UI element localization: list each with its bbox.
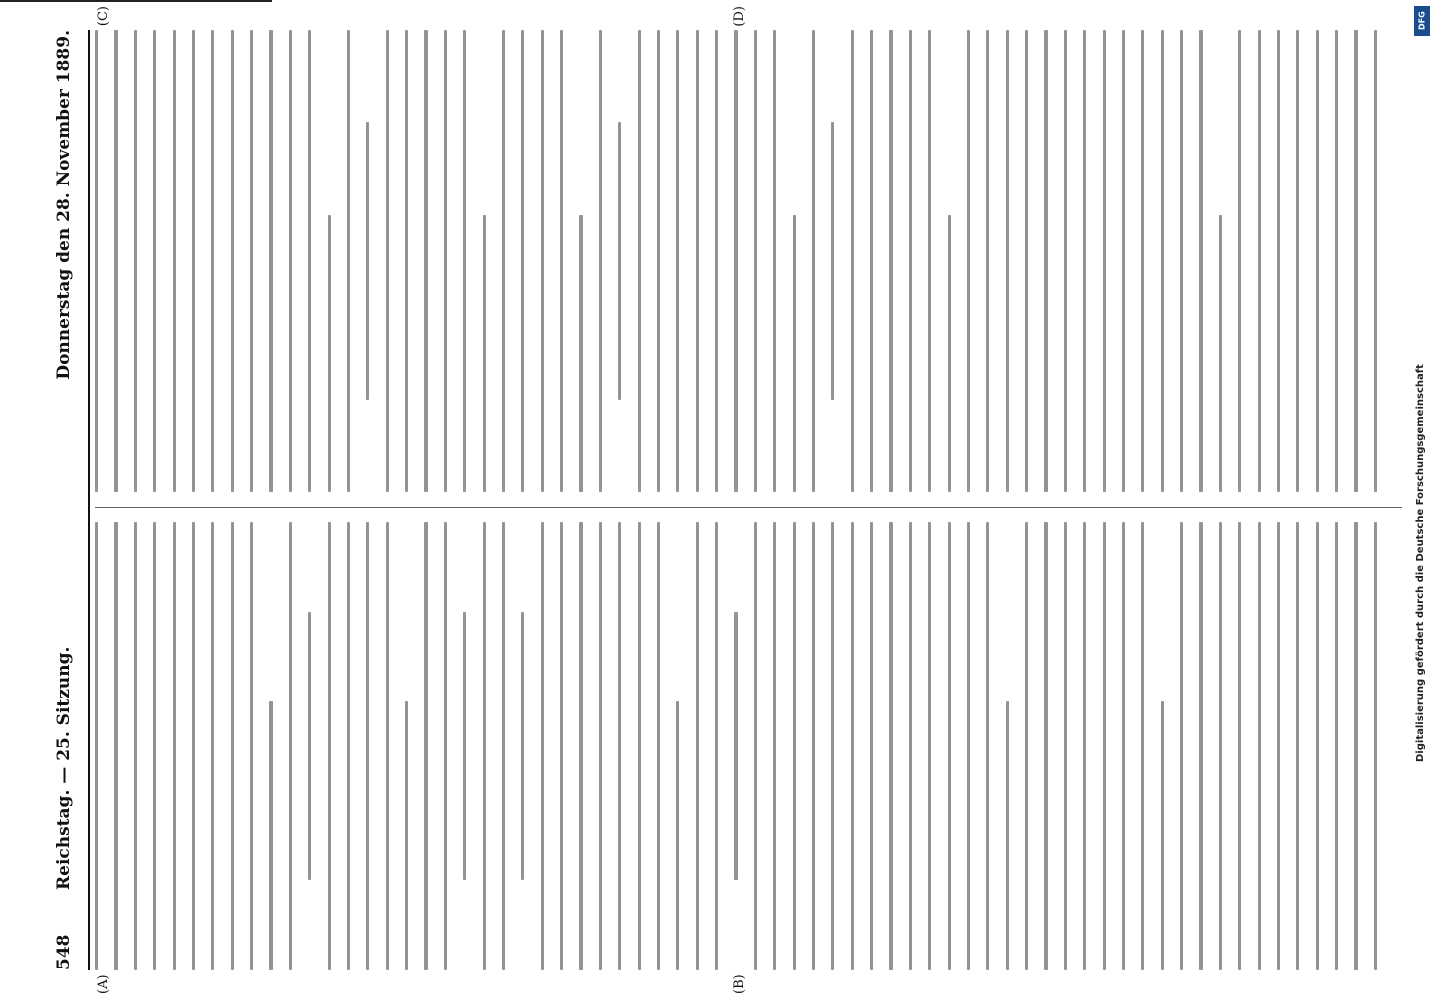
text-line bbox=[95, 30, 98, 492]
text-line bbox=[986, 522, 989, 970]
text-line bbox=[793, 215, 796, 492]
text-line bbox=[696, 522, 699, 970]
text-line bbox=[831, 122, 834, 399]
text-line bbox=[1374, 522, 1377, 970]
text-line bbox=[1141, 30, 1144, 492]
margin-marker-b: (B) bbox=[732, 974, 747, 994]
text-line bbox=[173, 522, 176, 970]
text-line bbox=[831, 522, 834, 970]
text-column-left bbox=[95, 522, 1402, 970]
text-line bbox=[347, 30, 350, 492]
text-line bbox=[948, 215, 951, 492]
text-line bbox=[134, 522, 137, 970]
text-line bbox=[909, 30, 912, 492]
text-line bbox=[153, 522, 156, 970]
text-line bbox=[1122, 30, 1125, 492]
text-line bbox=[928, 30, 931, 492]
dfg-notice: Digitalisierung gefördert durch die Deutsche Forschungsgemeinschaft bbox=[1415, 364, 1426, 762]
session-date: Donnerstag den 28. November 1889. bbox=[54, 30, 74, 380]
text-line bbox=[696, 30, 699, 492]
text-line bbox=[1277, 522, 1280, 970]
text-line bbox=[986, 30, 989, 492]
text-line bbox=[366, 522, 369, 970]
text-line bbox=[579, 215, 582, 492]
margin-marker-d: (D) bbox=[732, 6, 747, 27]
text-line bbox=[1083, 522, 1086, 970]
text-line bbox=[1141, 522, 1144, 970]
text-line bbox=[444, 30, 447, 492]
text-line bbox=[1064, 30, 1067, 492]
text-line bbox=[1044, 30, 1047, 492]
text-line bbox=[870, 522, 873, 970]
margin-marker-c: (C) bbox=[96, 6, 111, 27]
text-line bbox=[521, 30, 524, 492]
text-line bbox=[967, 30, 970, 492]
text-line bbox=[231, 30, 234, 492]
text-line bbox=[734, 612, 737, 881]
text-line bbox=[424, 30, 427, 492]
text-line bbox=[638, 522, 641, 970]
text-column-right bbox=[95, 30, 1402, 492]
text-line bbox=[657, 522, 660, 970]
text-line bbox=[153, 30, 156, 492]
dfg-logo: DFG bbox=[1414, 6, 1430, 36]
text-line bbox=[870, 30, 873, 492]
text-line bbox=[1006, 701, 1009, 970]
text-line bbox=[1354, 30, 1357, 492]
text-line bbox=[1258, 30, 1261, 492]
text-line bbox=[366, 122, 369, 399]
text-line bbox=[211, 522, 214, 970]
text-line bbox=[1258, 522, 1261, 970]
text-line bbox=[211, 30, 214, 492]
text-line bbox=[1199, 30, 1202, 492]
text-line bbox=[1161, 30, 1164, 492]
text-line bbox=[1219, 522, 1222, 970]
text-line bbox=[1064, 522, 1067, 970]
text-line bbox=[1180, 30, 1183, 492]
text-line bbox=[812, 522, 815, 970]
text-line bbox=[715, 522, 718, 970]
text-line bbox=[386, 522, 389, 970]
text-line bbox=[851, 30, 854, 492]
text-line bbox=[502, 30, 505, 492]
text-line bbox=[599, 30, 602, 492]
text-line bbox=[192, 522, 195, 970]
text-line bbox=[424, 522, 427, 970]
text-line bbox=[909, 522, 912, 970]
text-line bbox=[1335, 522, 1338, 970]
text-line bbox=[405, 701, 408, 970]
text-line bbox=[638, 30, 641, 492]
text-line bbox=[773, 30, 776, 492]
page-number: 548 bbox=[54, 934, 74, 970]
text-line bbox=[599, 522, 602, 970]
text-line bbox=[1316, 30, 1319, 492]
text-line bbox=[386, 30, 389, 492]
text-line bbox=[1354, 522, 1357, 970]
text-line bbox=[269, 701, 272, 970]
text-line bbox=[1296, 30, 1299, 492]
text-line bbox=[1335, 30, 1338, 492]
text-line bbox=[734, 30, 737, 492]
text-line bbox=[541, 522, 544, 970]
text-line bbox=[618, 122, 621, 399]
session-title: Reichstag. — 25. Sitzung. bbox=[54, 646, 74, 890]
text-line bbox=[269, 30, 272, 492]
text-line bbox=[250, 30, 253, 492]
text-line bbox=[173, 30, 176, 492]
text-line bbox=[579, 522, 582, 970]
text-line bbox=[773, 522, 776, 970]
text-line bbox=[463, 30, 466, 492]
text-line bbox=[851, 522, 854, 970]
text-line bbox=[328, 215, 331, 492]
column-divider bbox=[95, 507, 1402, 508]
text-line bbox=[676, 30, 679, 492]
text-line bbox=[1025, 30, 1028, 492]
text-line bbox=[1374, 30, 1377, 492]
text-line bbox=[521, 612, 524, 881]
text-line bbox=[754, 522, 757, 970]
text-line bbox=[967, 522, 970, 970]
text-line bbox=[114, 30, 117, 492]
text-line bbox=[1103, 30, 1106, 492]
text-line bbox=[1161, 701, 1164, 970]
text-line bbox=[657, 30, 660, 492]
text-line bbox=[1044, 522, 1047, 970]
text-line bbox=[928, 522, 931, 970]
page-header bbox=[50, 30, 84, 970]
text-line bbox=[483, 215, 486, 492]
text-line bbox=[1025, 522, 1028, 970]
text-line bbox=[560, 522, 563, 970]
text-line bbox=[1199, 522, 1202, 970]
text-line bbox=[1238, 30, 1241, 492]
text-line bbox=[1103, 522, 1106, 970]
text-line bbox=[1316, 522, 1319, 970]
text-line bbox=[483, 522, 486, 970]
text-line bbox=[114, 522, 117, 970]
text-line bbox=[1083, 30, 1086, 492]
text-line bbox=[793, 522, 796, 970]
text-line bbox=[541, 30, 544, 492]
text-line bbox=[347, 522, 350, 970]
header-rule bbox=[88, 30, 90, 970]
text-line bbox=[715, 30, 718, 492]
text-line bbox=[289, 30, 292, 492]
text-line bbox=[1122, 522, 1125, 970]
text-line bbox=[308, 612, 311, 881]
text-line bbox=[134, 30, 137, 492]
text-line bbox=[289, 522, 292, 970]
text-line bbox=[948, 522, 951, 970]
dfg-sidebar bbox=[1412, 0, 1432, 1000]
text-line bbox=[1006, 30, 1009, 492]
text-line bbox=[889, 522, 892, 970]
margin-marker-a: (A) bbox=[96, 974, 111, 994]
text-line bbox=[1180, 522, 1183, 970]
text-line bbox=[618, 522, 621, 970]
text-line bbox=[889, 30, 892, 492]
text-line bbox=[502, 522, 505, 970]
text-line bbox=[405, 30, 408, 492]
text-line bbox=[250, 522, 253, 970]
text-line bbox=[444, 522, 447, 970]
text-line bbox=[328, 522, 331, 970]
text-line bbox=[463, 612, 466, 881]
text-line bbox=[1296, 522, 1299, 970]
text-line bbox=[812, 30, 815, 492]
text-line bbox=[1277, 30, 1280, 492]
text-line bbox=[308, 30, 311, 492]
text-line bbox=[1238, 522, 1241, 970]
text-line bbox=[676, 701, 679, 970]
text-line bbox=[754, 30, 757, 492]
text-line bbox=[560, 30, 563, 492]
text-line bbox=[95, 522, 98, 970]
text-line bbox=[1219, 215, 1222, 492]
text-line bbox=[192, 30, 195, 492]
text-line bbox=[231, 522, 234, 970]
